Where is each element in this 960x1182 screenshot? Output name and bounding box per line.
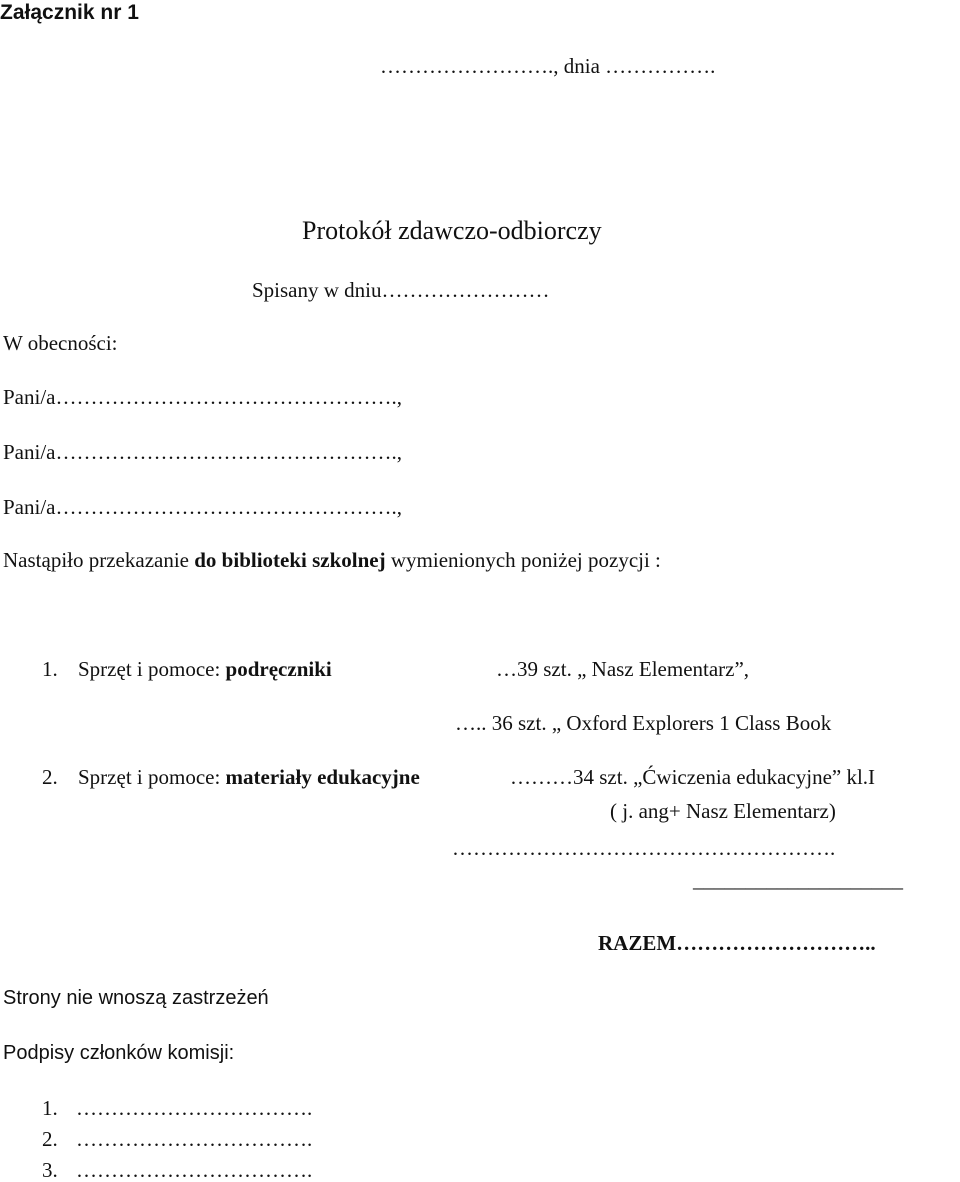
signature-dots-1: …………………………….: [76, 1096, 313, 1120]
item-2-line-1: ………34 szt. „Ćwiczenia edukacyjne” kl.I: [510, 765, 876, 789]
item-2-label-bold: materiały edukacyjne: [225, 765, 420, 789]
total-dots: ………………………..: [676, 931, 876, 955]
item-1-label-text: Sprzęt i pomoce:: [78, 657, 226, 681]
transfer-text-before: Nastąpiło przekazanie: [3, 548, 195, 572]
transfer-text-after: wymienionych poniżej pozycji :: [385, 548, 661, 572]
signature-number-2: 2.: [42, 1127, 58, 1151]
attachment-label: Załącznik nr 1: [0, 1, 139, 24]
transfer-text-bold: do biblioteki szkolnej: [194, 548, 386, 572]
item-2-line-2: ( j. ang+ Nasz Elementarz): [610, 799, 836, 823]
total-underline: ____________________: [693, 868, 903, 892]
item-1-label: [78, 659, 332, 680]
signature-row-2: [42, 1129, 312, 1150]
document-title: Protokół zdawczo-odbiorczy: [302, 216, 602, 245]
item-2-label: [78, 767, 420, 788]
written-on-line: Spisany w dniu……………………: [252, 278, 550, 302]
total-line: [598, 933, 876, 954]
item-1-line-1: …39 szt. „ Nasz Elementarz”,: [496, 657, 750, 681]
signature-row-1: [42, 1098, 312, 1119]
item-1-number: 1.: [42, 657, 58, 681]
signatures-label: Podpisy członków komisji:: [3, 1042, 235, 1064]
signature-row-3: [42, 1160, 312, 1181]
attendee-line-3: Pani/a………………………………………….,: [3, 495, 402, 519]
attendee-line-1: Pani/a………………………………………….,: [3, 385, 402, 409]
item-2-label-text: Sprzęt i pomoce:: [78, 765, 226, 789]
signature-number-1: 1.: [42, 1096, 58, 1120]
date-line: ……………………., dnia …………….: [380, 54, 716, 78]
total-label: RAZEM: [598, 931, 677, 955]
item-1-label-bold: podręczniki: [225, 657, 332, 681]
no-objections-text: Strony nie wnoszą zastrzeżeń: [3, 987, 269, 1009]
item-2-number: 2.: [42, 765, 58, 789]
signature-dots-2: …………………………….: [76, 1127, 313, 1151]
dotted-line: ……………………………………………….: [452, 836, 836, 860]
transfer-statement: [3, 550, 661, 571]
signature-dots-3: …………………………….: [76, 1158, 313, 1182]
attendee-line-2: Pani/a………………………………………….,: [3, 440, 402, 464]
item-1-line-2: ….. 36 szt. „ Oxford Explorers 1 Class Book: [455, 711, 832, 735]
signature-number-3: 3.: [42, 1158, 58, 1182]
presence-label: W obecności:: [3, 331, 118, 355]
